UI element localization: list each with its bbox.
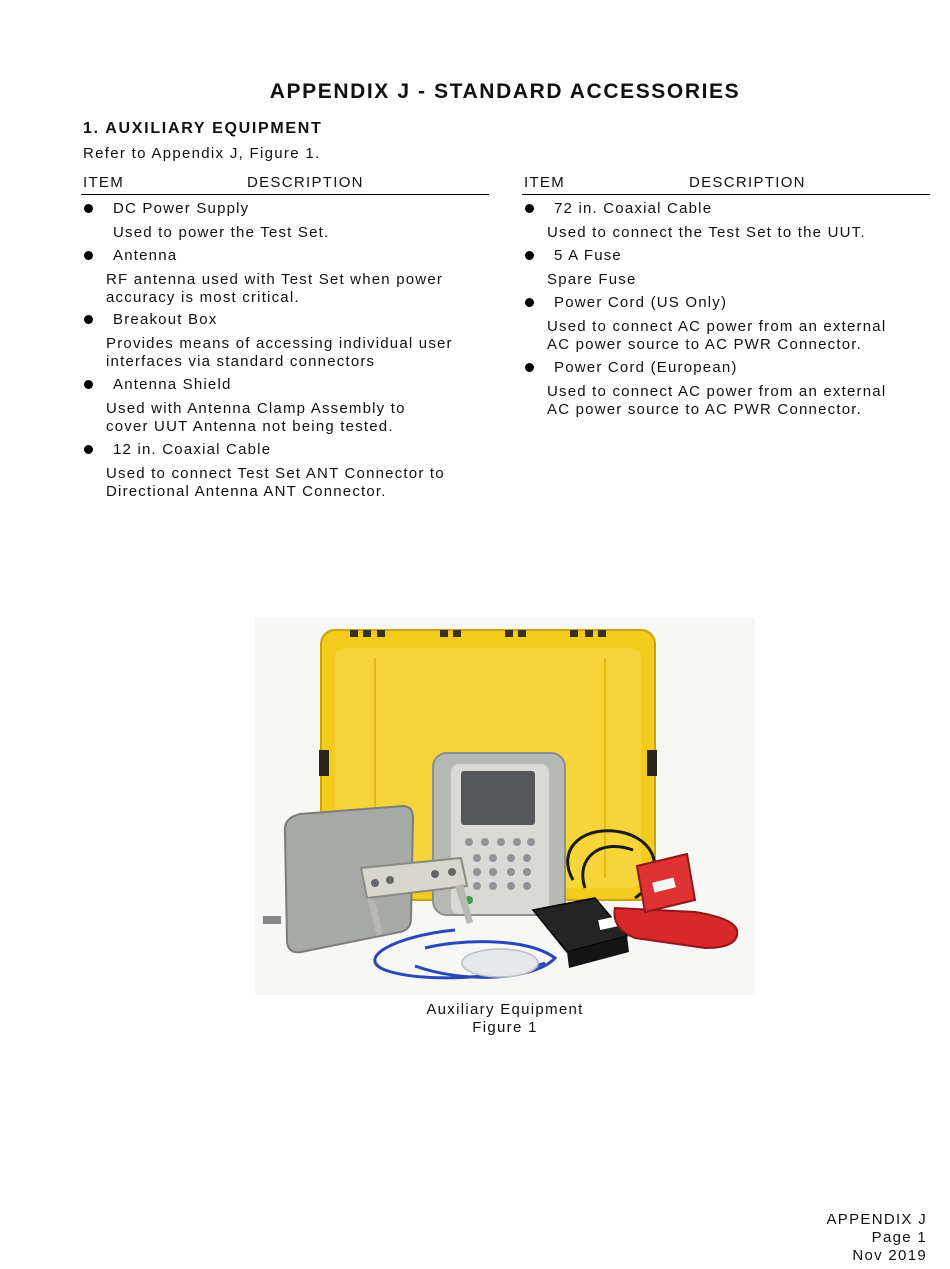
item-description: RF antenna used with Test Set when power bbox=[106, 271, 444, 288]
item-name: 5 A Fuse bbox=[554, 247, 622, 264]
item-description: Used to connect the Test Set to the UUT. bbox=[547, 224, 866, 241]
list-item bbox=[524, 200, 934, 247]
footer-date: Nov 2019 bbox=[852, 1247, 927, 1264]
item-header: ITEM bbox=[83, 174, 125, 191]
list-item bbox=[83, 311, 493, 376]
cd-icon bbox=[462, 949, 538, 977]
left-item-list bbox=[83, 200, 493, 505]
item-description: Used with Antenna Clamp Assembly to bbox=[106, 400, 406, 417]
item-description: Used to power the Test Set. bbox=[113, 224, 330, 241]
list-item bbox=[83, 247, 493, 311]
footer-page-number: Page 1 bbox=[871, 1229, 927, 1246]
list-item bbox=[524, 294, 934, 359]
bullet-icon bbox=[84, 204, 93, 213]
item-name: Power Cord (US Only) bbox=[554, 294, 728, 311]
refer-text: Refer to Appendix J, Figure 1. bbox=[83, 145, 321, 162]
item-name: Power Cord (European) bbox=[554, 359, 738, 376]
figure-caption-number: Figure 1 bbox=[472, 1019, 538, 1036]
bullet-icon bbox=[525, 363, 534, 372]
auxiliary-equipment-photo bbox=[255, 618, 755, 995]
item-name: Antenna Shield bbox=[113, 376, 232, 393]
item-description: Used to connect AC power from an external bbox=[547, 383, 887, 400]
bullet-icon bbox=[84, 251, 93, 260]
page-title: APPENDIX J - STANDARD ACCESSORIES bbox=[269, 80, 741, 103]
right-table-header bbox=[522, 174, 930, 195]
item-name: 12 in. Coaxial Cable bbox=[113, 441, 272, 458]
bullet-icon bbox=[84, 315, 93, 324]
bullet-icon bbox=[525, 204, 534, 213]
description-header: DESCRIPTION bbox=[689, 174, 806, 191]
description-header: DESCRIPTION bbox=[247, 174, 364, 191]
item-description: cover UUT Antenna not being tested. bbox=[106, 418, 394, 435]
bullet-icon bbox=[525, 251, 534, 260]
item-name: Breakout Box bbox=[113, 311, 218, 328]
item-description: accuracy is most critical. bbox=[106, 289, 300, 306]
list-item bbox=[524, 359, 934, 423]
section-heading: 1. AUXILIARY EQUIPMENT bbox=[83, 120, 323, 137]
item-description: Directional Antenna ANT Connector. bbox=[106, 483, 387, 500]
item-description: AC power source to AC PWR Connector. bbox=[547, 401, 862, 418]
footer-appendix: APPENDIX J bbox=[826, 1211, 927, 1228]
figure-caption-title: Auxiliary Equipment bbox=[426, 1001, 584, 1018]
item-description: Provides means of accessing individual user bbox=[106, 335, 453, 352]
list-item bbox=[83, 441, 493, 505]
list-item bbox=[83, 376, 493, 441]
right-item-list bbox=[524, 200, 934, 423]
item-description: AC power source to AC PWR Connector. bbox=[547, 336, 862, 353]
list-item bbox=[83, 200, 493, 247]
bullet-icon bbox=[84, 380, 93, 389]
item-name: Antenna bbox=[113, 247, 178, 264]
item-description: Used to connect AC power from an external bbox=[547, 318, 887, 335]
item-description: Used to connect Test Set ANT Connector to bbox=[106, 465, 445, 482]
item-name: 72 in. Coaxial Cable bbox=[554, 200, 713, 217]
item-name: DC Power Supply bbox=[113, 200, 250, 217]
item-header: ITEM bbox=[524, 174, 566, 191]
left-table-header bbox=[81, 174, 489, 195]
list-item bbox=[524, 247, 934, 294]
bullet-icon bbox=[84, 445, 93, 454]
item-description: interfaces via standard connectors bbox=[106, 353, 376, 370]
bullet-icon bbox=[525, 298, 534, 307]
test-set-icon bbox=[433, 753, 565, 915]
item-description: Spare Fuse bbox=[547, 271, 637, 288]
